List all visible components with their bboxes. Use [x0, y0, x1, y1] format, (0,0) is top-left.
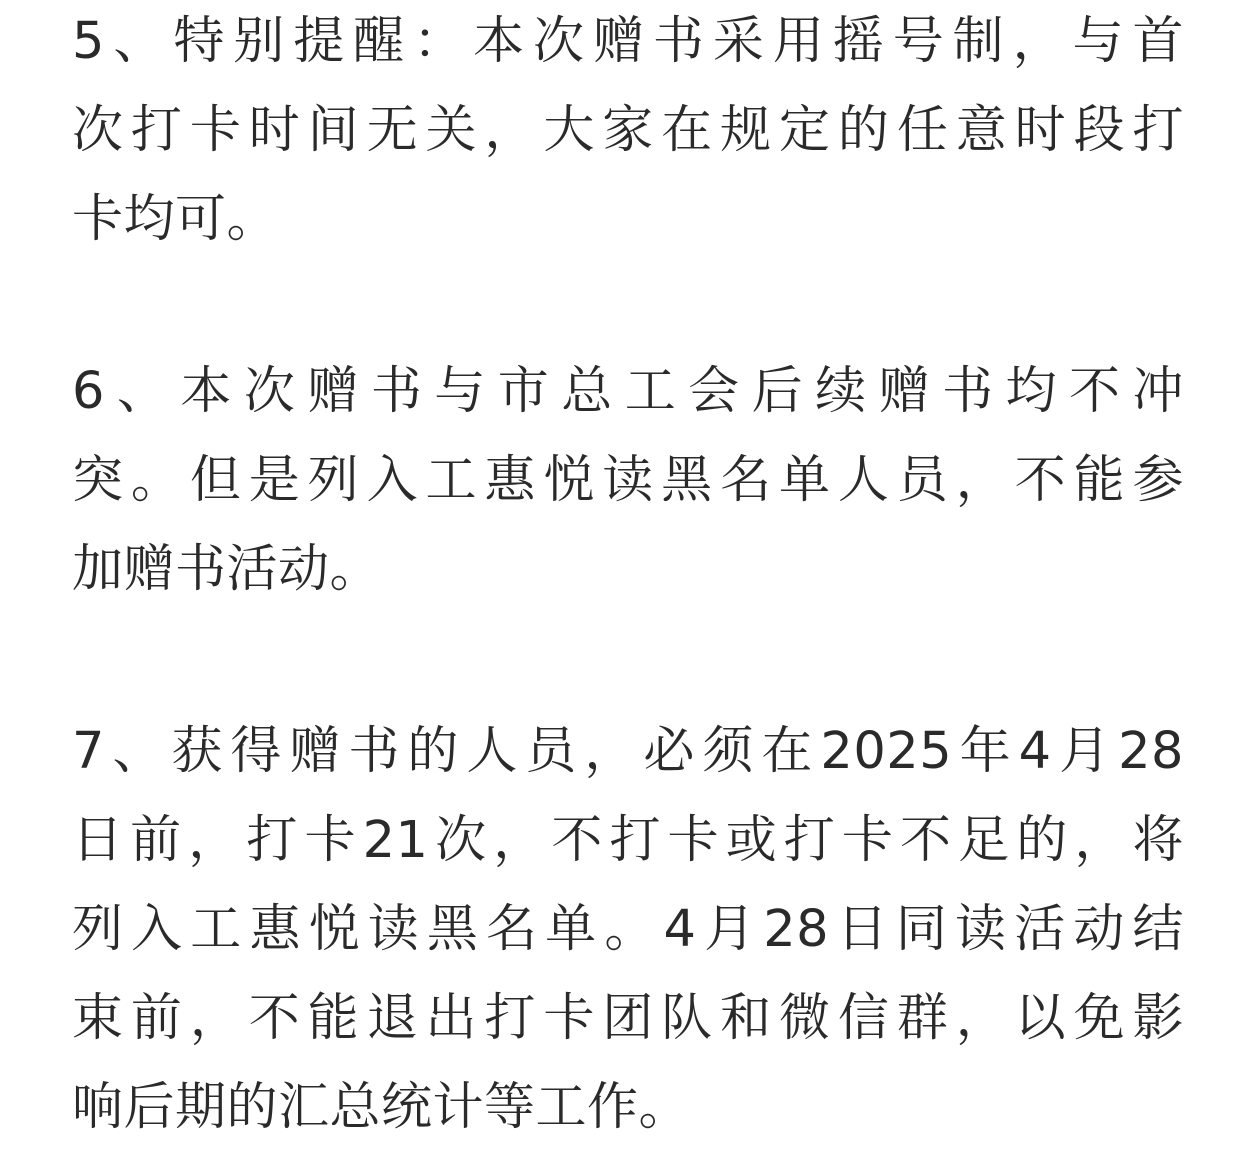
- text-line: 6、本次赠书与市总工会后续赠书均不冲: [72, 362, 1184, 421]
- paragraph-item-6: [72, 347, 1184, 614]
- text-line: 卡均可。: [72, 190, 279, 249]
- text-line: 束前，不能退出打卡团队和微信群，以免影: [72, 989, 1184, 1048]
- text-line: 突。但是列入工惠悦读黑名单人员，不能参: [72, 451, 1184, 510]
- text-line: 列入工惠悦读黑名单。4月28日同读活动结: [72, 900, 1184, 959]
- text-line: 5、特别提醒：本次赠书采用摇号制，与首: [72, 12, 1184, 71]
- text-line: 次打卡时间无关，大家在规定的任意时段打: [72, 101, 1184, 160]
- paragraph-item-7: [72, 707, 1184, 1152]
- text-line: 日前，打卡21次，不打卡或打卡不足的，将: [72, 811, 1184, 870]
- text-line: 响后期的汇总统计等工作。: [72, 1078, 691, 1137]
- paragraph-item-5: [72, 0, 1184, 264]
- text-line: 7、获得赠书的人员，必须在2025年4月28: [72, 722, 1184, 781]
- text-line: 加赠书活动。: [72, 540, 382, 599]
